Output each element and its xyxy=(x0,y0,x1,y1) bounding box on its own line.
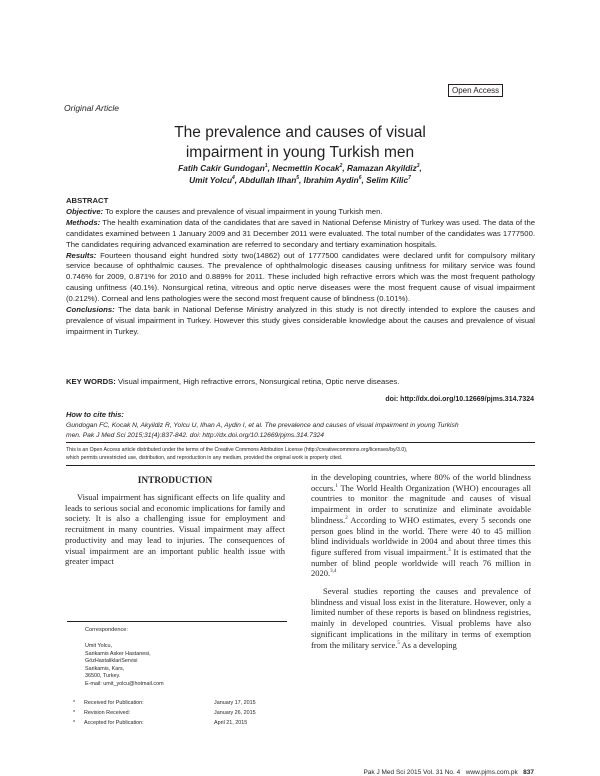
article-title xyxy=(60,123,540,163)
right-column-text xyxy=(311,472,531,650)
methods-text: The health examination data of the candidates that are saved in National Defense Ministry of Turkey was used. The data of the candidates examined between 1 January 2009 and 31 December 2011 were evaluated. The total number of the candidates was 1777500. The candidates requiring advanced examination are referred to secondary and tertiary examination hospitals. xyxy=(66,217,535,249)
email-line: E-mail: umit_yolcu@hotmail.com xyxy=(85,680,164,687)
how-to-cite-title: How to cite this: xyxy=(66,410,124,419)
date-value: April 21, 2015 xyxy=(214,720,248,726)
bullet-icon: * xyxy=(73,710,76,716)
address-line: Sarikamis, Kars, xyxy=(85,665,125,672)
conclusions-label: Conclusions: xyxy=(66,305,115,315)
methods-label: Methods: xyxy=(66,217,101,227)
author-affiliation-mark: 1 xyxy=(264,163,268,170)
results-label: Results: xyxy=(66,250,97,260)
correspondence-address xyxy=(85,643,164,689)
author-name: Selim Kilic xyxy=(366,174,409,185)
license-notice xyxy=(66,447,535,462)
abstract-section xyxy=(66,196,535,338)
author-affiliation-mark: 7 xyxy=(408,174,411,181)
bullet-icon: * xyxy=(73,720,76,726)
author-affiliation-mark: 5 xyxy=(296,174,300,181)
received-date-row xyxy=(73,700,256,706)
text-run: Several studies reporting the causes and prevalence of blindness and visual loss exist in the literature. However, only a limited number of these reports is based on blindness registries, mainly in developed countries. Visual problems have also significant implications in the military in terms of exemption from the military service. xyxy=(311,586,531,650)
abstract-results xyxy=(66,251,535,306)
author-line: Fatih Cakir Gundogan$^1$, Necmettin Kocak$^2$, Ramazan Akyildiz$^3$, xyxy=(178,163,422,173)
date-value: January 26, 2015 xyxy=(214,710,256,716)
results-text: Fourteen thousand eight hundred sixty two(14862) out of 1777500 candidates were declared unfit for compulsory military service because of ophthalmic causes. The prevalence of ophthalmologic diseases causing unfitness for military service was found 0.746% for 2009, 0.871% for 2010 and 0.889% for 2011. These included high refractive errors which was the most frequent pathology causing unfitness (40.1%). Nonsurgical retina, vitreous and optic nerve diseases were the most frequent cause of visual impairment (0.212%). Corneal and lens pathologies were the second most frequent cause of blindness (0.101%). xyxy=(66,250,535,304)
address-line: Sarikamis Asker Hastanesi, xyxy=(85,650,151,657)
author-name: Necmettin Kocak xyxy=(272,163,340,173)
journal-site: www.pjms.com.pk xyxy=(465,769,518,776)
divider xyxy=(66,442,535,443)
text-run: As a developing xyxy=(399,639,457,650)
date-label: Received for Publication: xyxy=(84,700,144,706)
author-affiliation-mark: 2 xyxy=(339,163,343,170)
title-line: The prevalence and causes of visual xyxy=(174,124,426,141)
body-paragraph xyxy=(311,586,531,650)
revision-date-row xyxy=(73,710,256,716)
citation-mark: 3,4 xyxy=(330,569,337,575)
how-to-cite-text xyxy=(66,421,535,440)
citation-line: Gundogan FC, Kocak N, Akyildiz R, Yolcu U, Ilhan A, Aydin I, et al. The prevalence and causes of visual impairment in young Turkish xyxy=(66,422,459,429)
page-number: 837 xyxy=(523,769,534,776)
accepted-date-row xyxy=(73,720,247,726)
author-name: Fatih Cakir Gundogan xyxy=(178,163,265,173)
abstract-methods xyxy=(66,218,535,251)
conclusions-text: The data bank in National Defense Ministry analyzed in this study is not directly intended to explore the causes and prevalence of visual impairment in Turkey. However this study gives considerable knowledge about the causes and prevalence of visual impairment in Turkey. xyxy=(66,305,535,336)
citation-mark: 5 xyxy=(397,640,400,646)
journal-info: Pak J Med Sci 2015 Vol. 31 No. 4 xyxy=(363,769,461,776)
abstract-heading: ABSTRACT xyxy=(66,196,109,205)
keywords xyxy=(66,377,535,387)
author-line: Umit Yolcu$^4$, Abdullah Ilhan$^5$, Ibrahim Aydin$^6$, Selim Kilic$^7$ xyxy=(189,174,411,185)
author-affiliation-mark: 4 xyxy=(232,174,235,181)
correspondence-label: Correspondence: xyxy=(85,627,128,633)
text-run: The World Health Organization (WHO) encourages all countries to monitor the magnitude and causes of visual impairment in order to scrutinize and eliminate avoidable blindness. xyxy=(311,482,531,525)
author-affiliation-mark: 3 xyxy=(416,163,420,170)
abstract-conclusions xyxy=(66,305,535,338)
citation-mark: 1 xyxy=(335,483,338,489)
open-access-badge: Open Access xyxy=(448,84,503,97)
objective-label: Objective: xyxy=(66,206,104,216)
abstract-objective xyxy=(66,207,535,218)
author-name: Abdullah Ilhan xyxy=(239,174,297,185)
date-value: January 17, 2015 xyxy=(214,700,256,706)
bullet-icon: * xyxy=(73,700,76,706)
author-affiliation-mark: 6 xyxy=(358,174,362,181)
citation-mark: 2 xyxy=(345,515,348,521)
objective-text: To explore the causes and prevalence of visual impairment in young Turkish men. xyxy=(103,206,383,216)
introduction-paragraph: Visual impairment has significant effects on life quality and leads to serious social and economic implications for family and society. It is also a challenging issue for employment and recruitment in many countries. Visual impairment may affect productivity and may lead to injuries. The consequences of visual impairment are an important public health issue with greater impact xyxy=(65,492,285,567)
doi-link[interactable]: doi: http://dx.doi.org/10.12669/pjms.314.7324 xyxy=(385,396,534,403)
date-label: Accepted for Publication: xyxy=(84,720,144,726)
address-line: Umit Yolcu, xyxy=(85,643,112,649)
author-name: Umit Yolcu xyxy=(189,174,233,185)
body-paragraph xyxy=(311,472,531,579)
citation-mark: 3 xyxy=(448,548,451,554)
author-name: Ibrahim Aydin xyxy=(303,174,359,185)
divider xyxy=(66,465,535,466)
keywords-text: Visual impairment, High refractive errors, Nonsurgical retina, Optic nerve diseases. xyxy=(115,377,400,386)
author-name: Ramazan Akyildiz xyxy=(346,163,417,173)
text-run: It is estimated that the number of blind people worldwide will reach 76 million in 2020. xyxy=(311,546,531,579)
text-run: in the developing countries, where 80% of the world blindness occurs. xyxy=(311,472,531,493)
page-footer xyxy=(363,769,534,776)
introduction-heading: INTRODUCTION xyxy=(137,476,213,486)
title-line: impairment in young Turkish men xyxy=(185,144,415,161)
keywords-label: KEY WORDS: xyxy=(66,377,116,386)
license-line: which permits unrestricted use, distribution, and reproduction in any medium, provided the original work is properly cited. xyxy=(66,454,343,461)
address-line: 36500, Turkey. xyxy=(85,673,121,680)
citation-line: men. Pak J Med Sci 2015;31(4):837-842. doi: http://dx.doi.org/10.12669/pjms.314.7324 xyxy=(66,431,325,439)
address-line: GözHastaliklariServisi xyxy=(85,658,138,665)
article-type-label: Original Article xyxy=(64,103,119,113)
author-list xyxy=(60,163,540,186)
date-label: Revision Received: xyxy=(84,710,131,716)
license-line: This is an Open Access article distributed under the terms of the Creative Commons Attribution License (http://creativecommons.org/licenses/by/3.0), xyxy=(66,447,408,453)
text-run: According to WHO estimates, every 5 seconds one person goes blind in the world. There were 40 to 45 million blind individuals worldwide in 2004 and about three times this figure suffered from visual impairment. xyxy=(311,514,531,557)
